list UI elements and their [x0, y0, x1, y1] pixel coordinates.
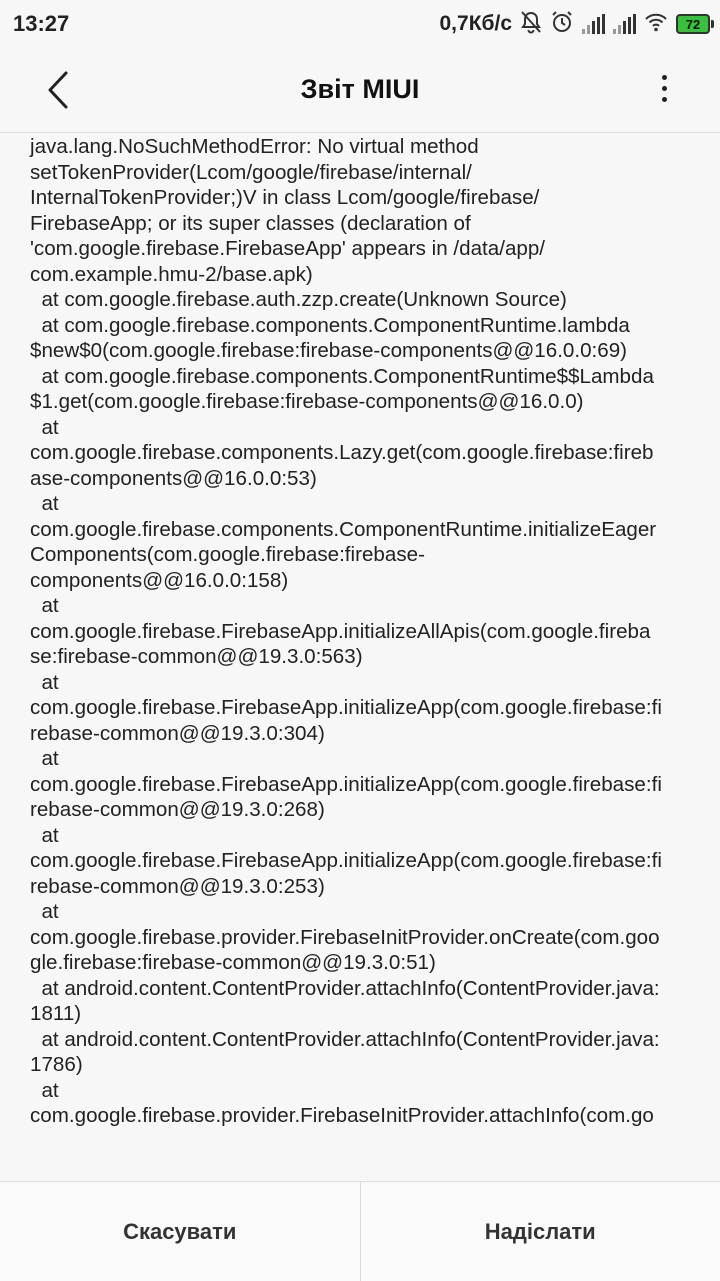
- signal-icon: [582, 14, 605, 34]
- network-speed: 0,7Кб/с: [440, 12, 513, 36]
- report-line: at: [30, 1079, 59, 1102]
- report-line: at: [30, 492, 59, 515]
- report-line: at: [30, 671, 59, 694]
- report-line: at: [30, 900, 59, 923]
- report-line: java.lang.NoSuchMethodError: No virtual method: [30, 135, 479, 158]
- report-line: com.google.firebase.FirebaseApp.initializeAllApis(com.google.fireba: [30, 620, 650, 643]
- report-line: at com.google.firebase.components.ComponentRuntime$$Lambda: [30, 365, 654, 388]
- report-line: at: [30, 416, 59, 439]
- alarm-icon: [550, 10, 574, 39]
- report-line: $new$0(com.google.firebase:firebase-components@@16.0.0:69): [30, 339, 627, 362]
- battery-icon: [676, 14, 710, 34]
- report-text: [30, 134, 694, 1129]
- report-line: com.google.firebase.FirebaseApp.initializeApp(com.google.firebase:fi: [30, 773, 662, 796]
- page-title: Звіт MIUI: [0, 74, 720, 105]
- report-line: at: [30, 594, 59, 617]
- report-line: components@@16.0.0:158): [30, 569, 288, 592]
- send-button[interactable]: Надіслати: [361, 1182, 720, 1281]
- header-divider: [0, 132, 720, 133]
- report-scroll-area[interactable]: [30, 134, 694, 1114]
- report-line: rebase-common@@19.3.0:304): [30, 722, 325, 745]
- report-line: 1811): [30, 1002, 81, 1025]
- report-line: com.google.firebase.FirebaseApp.initializeApp(com.google.firebase:fi: [30, 849, 662, 872]
- report-line: ase-components@@16.0.0:53): [30, 467, 317, 490]
- report-line: setTokenProvider(Lcom/google/firebase/internal/: [30, 161, 472, 184]
- report-line: com.google.firebase.components.Lazy.get(com.google.firebase:fireb: [30, 441, 654, 464]
- report-line: 'com.google.firebase.FirebaseApp' appears in /data/app/: [30, 237, 545, 260]
- report-line: 1786): [30, 1053, 83, 1076]
- report-line: InternalTokenProvider;)V in class Lcom/google/firebase/: [30, 186, 539, 209]
- report-line: at: [30, 747, 59, 770]
- more-options-button[interactable]: [644, 68, 684, 108]
- more-vert-icon: [662, 75, 667, 80]
- report-line: at com.google.firebase.components.ComponentRuntime.lambda: [30, 314, 630, 337]
- report-line: com.google.firebase.FirebaseApp.initializeApp(com.google.firebase:fi: [30, 696, 662, 719]
- wifi-icon: [644, 12, 668, 37]
- report-line: rebase-common@@19.3.0:268): [30, 798, 325, 821]
- cancel-button[interactable]: Скасувати: [0, 1182, 360, 1281]
- signal-icon: [613, 14, 636, 34]
- report-line: se:firebase-common@@19.3.0:563): [30, 645, 363, 668]
- report-line: com.example.hmu-2/base.apk): [30, 263, 313, 286]
- battery-level: 72: [686, 17, 700, 32]
- report-line: at android.content.ContentProvider.attachInfo(ContentProvider.java:: [30, 1028, 660, 1051]
- bell-off-icon: [520, 10, 542, 39]
- status-indicators: [440, 8, 711, 40]
- report-line: Components(com.google.firebase:firebase-: [30, 543, 425, 566]
- report-line: at android.content.ContentProvider.attachInfo(ContentProvider.java:: [30, 977, 660, 1000]
- report-line: com.google.firebase.provider.FirebaseInitProvider.attachInfo(com.go: [30, 1104, 654, 1127]
- status-time: 13:27: [13, 11, 69, 37]
- report-line: $1.get(com.google.firebase:firebase-components@@16.0.0): [30, 390, 584, 413]
- report-line: rebase-common@@19.3.0:253): [30, 875, 325, 898]
- title-bar: [0, 48, 720, 132]
- report-line: com.google.firebase.provider.FirebaseInitProvider.onCreate(com.goo: [30, 926, 660, 949]
- action-bar: [0, 1181, 720, 1281]
- report-line: at: [30, 824, 59, 847]
- report-line: at com.google.firebase.auth.zzp.create(Unknown Source): [30, 288, 567, 311]
- report-line: com.google.firebase.components.ComponentRuntime.initializeEager: [30, 518, 656, 541]
- report-line: FirebaseApp; or its super classes (declaration of: [30, 212, 471, 235]
- report-line: gle.firebase:firebase-common@@19.3.0:51): [30, 951, 436, 974]
- status-bar: [0, 0, 720, 48]
